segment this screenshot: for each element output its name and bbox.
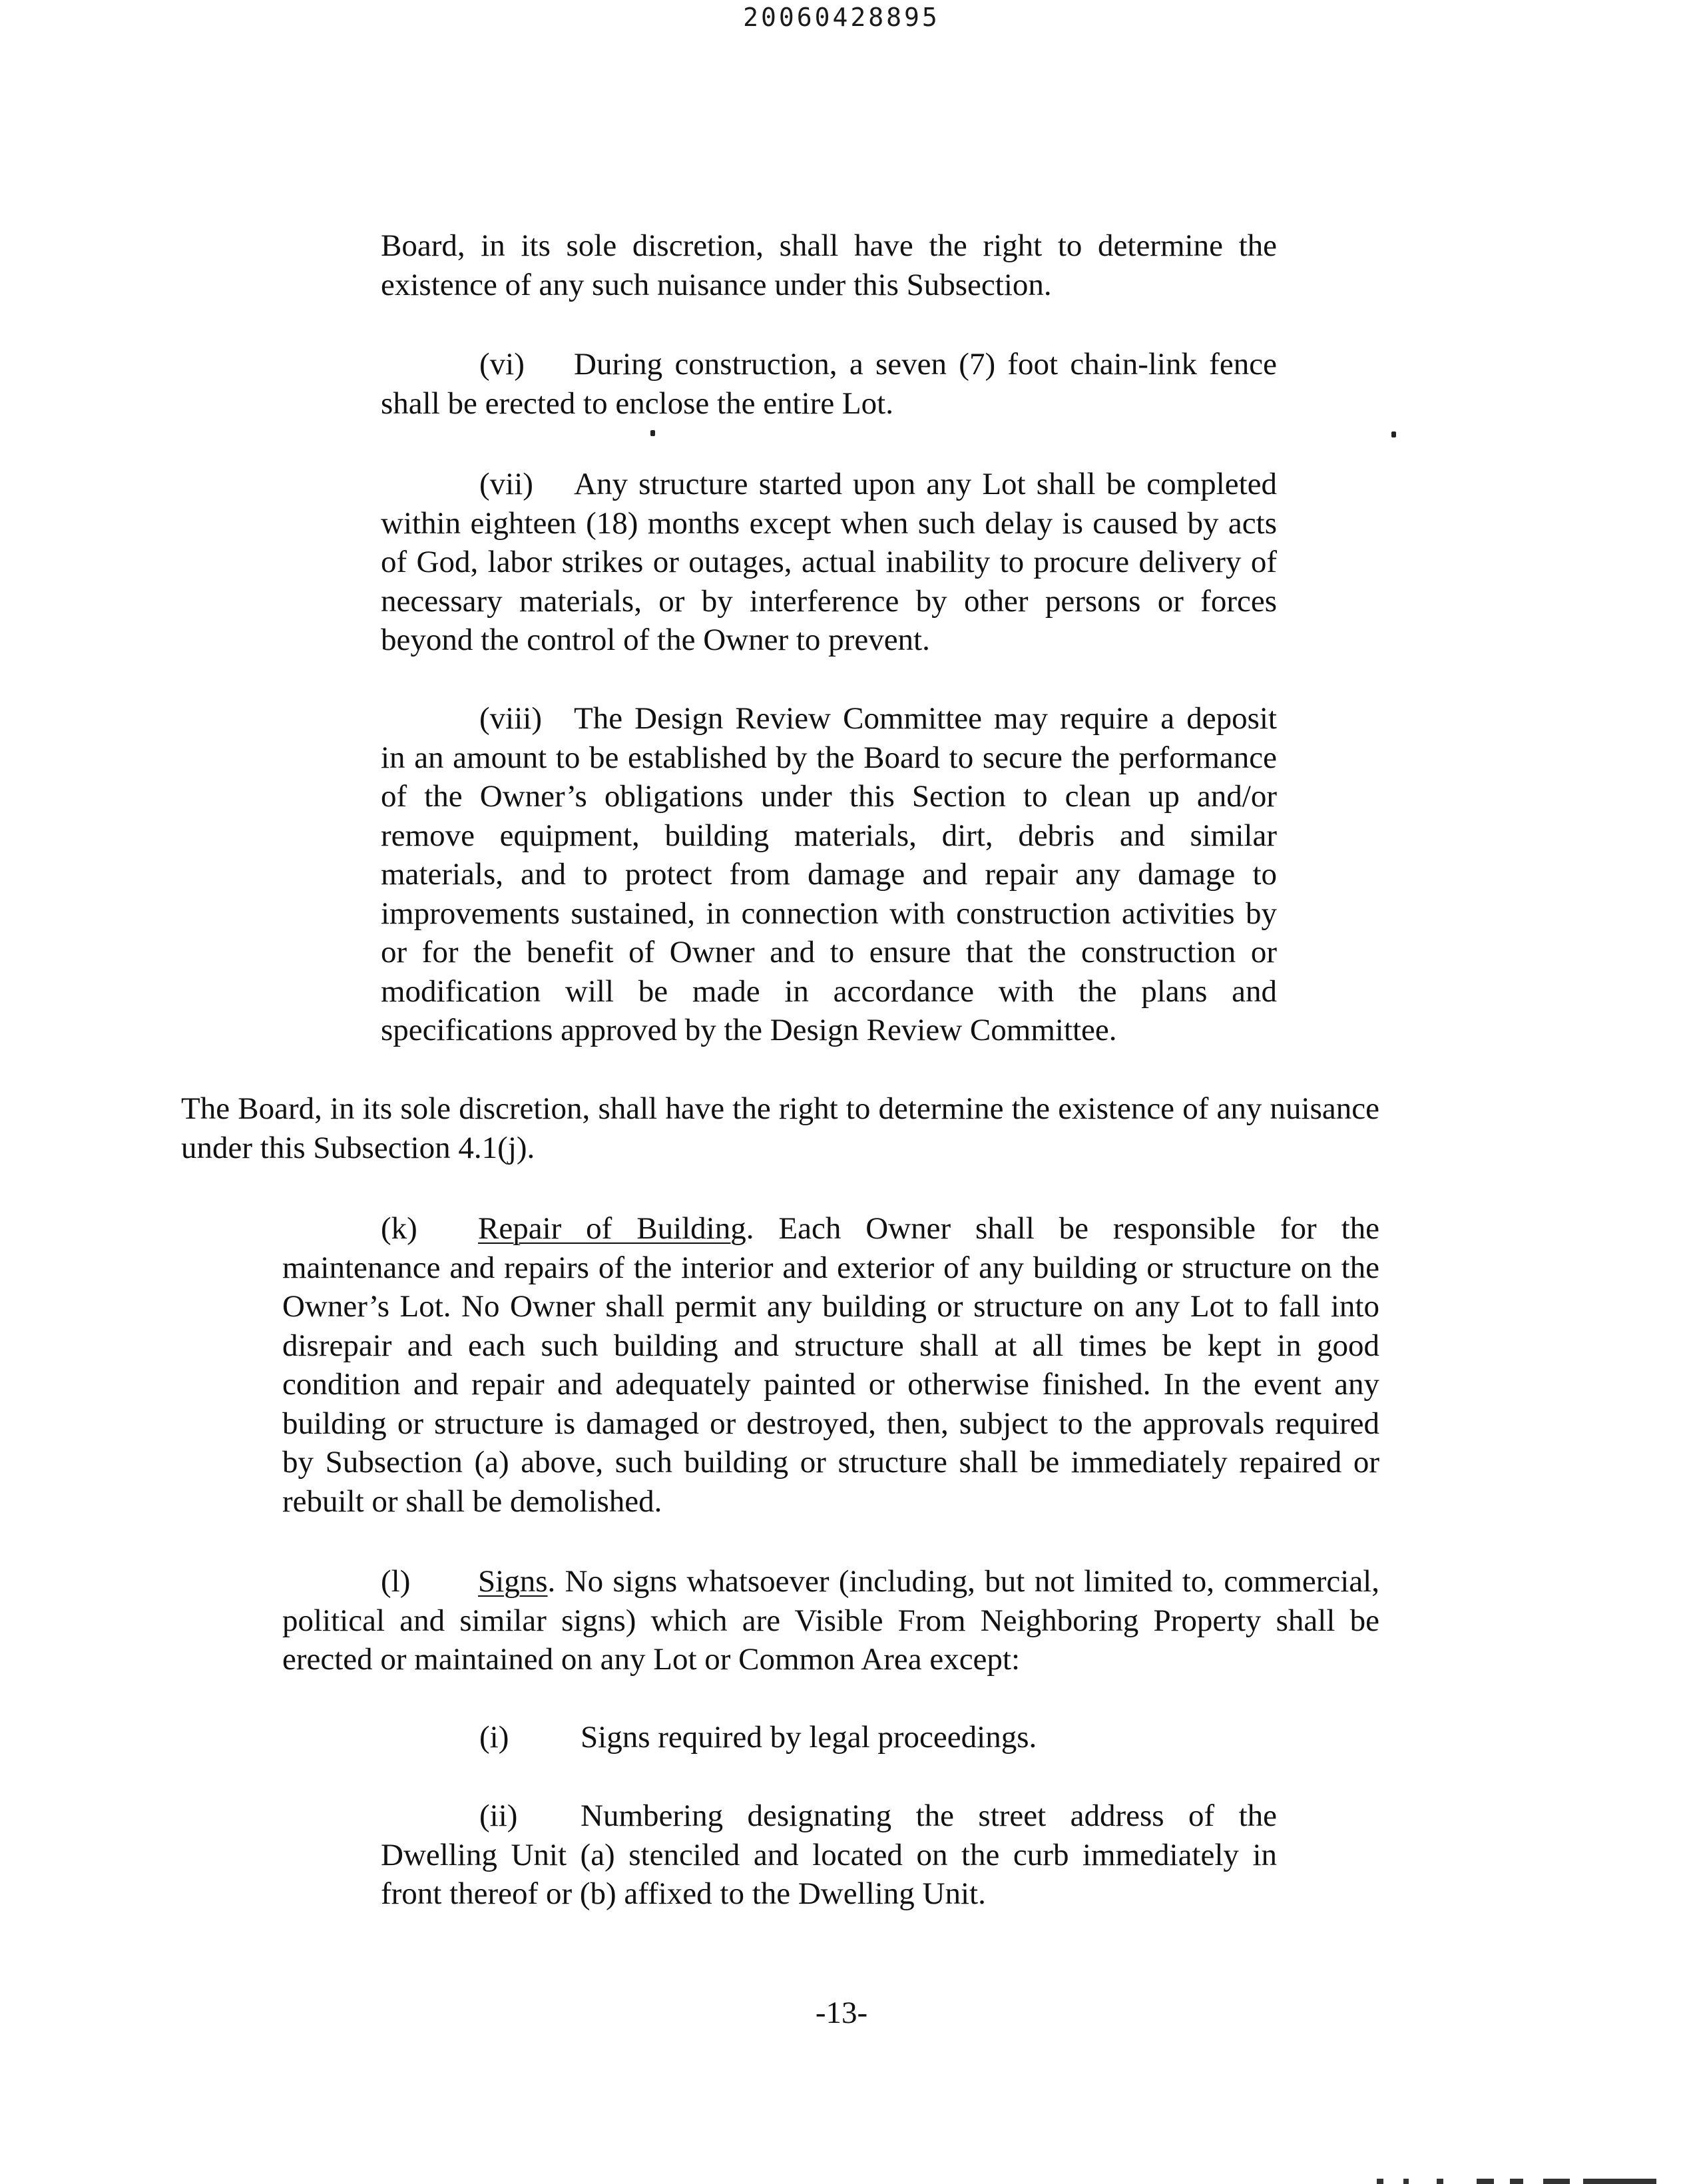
paragraph-text: . No signs whatsoever (including, but not limited to, commercial, political and similar signs) which are Visible From Neighboring Property shall be erected or maintained on any Lot or Common Area except: bbox=[282, 1564, 1379, 1677]
section-letter: (l) bbox=[381, 1564, 411, 1599]
item-number: (i) bbox=[479, 1720, 509, 1755]
scan-edge-marks bbox=[1377, 2175, 1656, 2184]
paragraph-board-determination bbox=[181, 1089, 1379, 1167]
paragraph-text: The Board, in its sole discretion, shall have the right to determine the existence of any nuisance under this Subsection 4.1(j). bbox=[181, 1091, 1379, 1165]
scan-speck bbox=[1391, 431, 1396, 437]
section-heading: Repair of Building bbox=[478, 1211, 746, 1246]
document-number: 20060428895 bbox=[743, 3, 940, 32]
item-number: (vii) bbox=[479, 467, 533, 501]
paragraph-sign-item-i bbox=[381, 1718, 1277, 1757]
paragraph-sign-item-ii bbox=[381, 1796, 1277, 1914]
paragraph-text: . Each Owner shall be responsible for the maintenance and repairs of the interior and exterior of any building or structure on the Owner’s Lot. No Owner shall permit any building or structure on any Lot to fall into disrepair and each such building and structure shall at all times be kept in good condition and repair and adequately painted or otherwise finished. In the event any building or structure is damaged or destroyed, then, subject to the approvals required by Subsection (a) above, such building or structure shall be immediately repaired or rebuilt or shall be demolished. bbox=[282, 1211, 1379, 1519]
section-letter: (k) bbox=[381, 1211, 417, 1246]
paragraph-text: Board, in its sole discretion, shall have the right to determine the existence of any such nuisance under this Subsection. bbox=[381, 228, 1277, 302]
paragraph-text: During construction, a seven (7) foot chain-link fence shall be erected to enclose the entire Lot. bbox=[381, 347, 1277, 421]
item-number: (viii) bbox=[479, 701, 542, 736]
page-number: -13- bbox=[815, 1996, 868, 2030]
paragraph-section-k bbox=[282, 1209, 1379, 1521]
paragraph-nuisance-continuation bbox=[381, 226, 1277, 304]
paragraph-item-viii bbox=[381, 699, 1277, 1050]
paragraph-text: Any structure started upon any Lot shall be completed within eighteen (18) months except when such delay is caused by acts of God, labor strikes or outages, actual inability to procure delivery of necessary materials, or by interference by other persons or forces beyond the control of the Owner to prevent. bbox=[381, 467, 1277, 657]
paragraph-text: The Design Review Committee may require a deposit in an amount to be established by the Board to secure the performance of the Owner’s obligations under this Section to clean up and/or remove equipment, building materials, dirt, debris and similar materials, and to protect from damage and repair any damage to improvements sustained, in connection with construction activities by or for the benefit of Owner and to ensure that the construction or modification will be made in accordance with the plans and specifications approved by the Design Review Committee. bbox=[381, 701, 1277, 1047]
paragraph-item-vii bbox=[381, 465, 1277, 660]
section-heading: Signs bbox=[478, 1564, 548, 1599]
item-number: (ii) bbox=[479, 1798, 518, 1833]
paragraph-section-l bbox=[282, 1562, 1379, 1679]
paragraph-item-vi bbox=[381, 345, 1277, 423]
item-number: (vi) bbox=[479, 347, 525, 382]
paragraph-text: Signs required by legal proceedings. bbox=[581, 1720, 1037, 1755]
scan-speck bbox=[650, 430, 655, 436]
paragraph-text: Numbering designating the street address of the Dwelling Unit (a) stenciled and located on the curb immediately in front thereof or (b) affixed to the Dwelling Unit. bbox=[381, 1798, 1277, 1911]
